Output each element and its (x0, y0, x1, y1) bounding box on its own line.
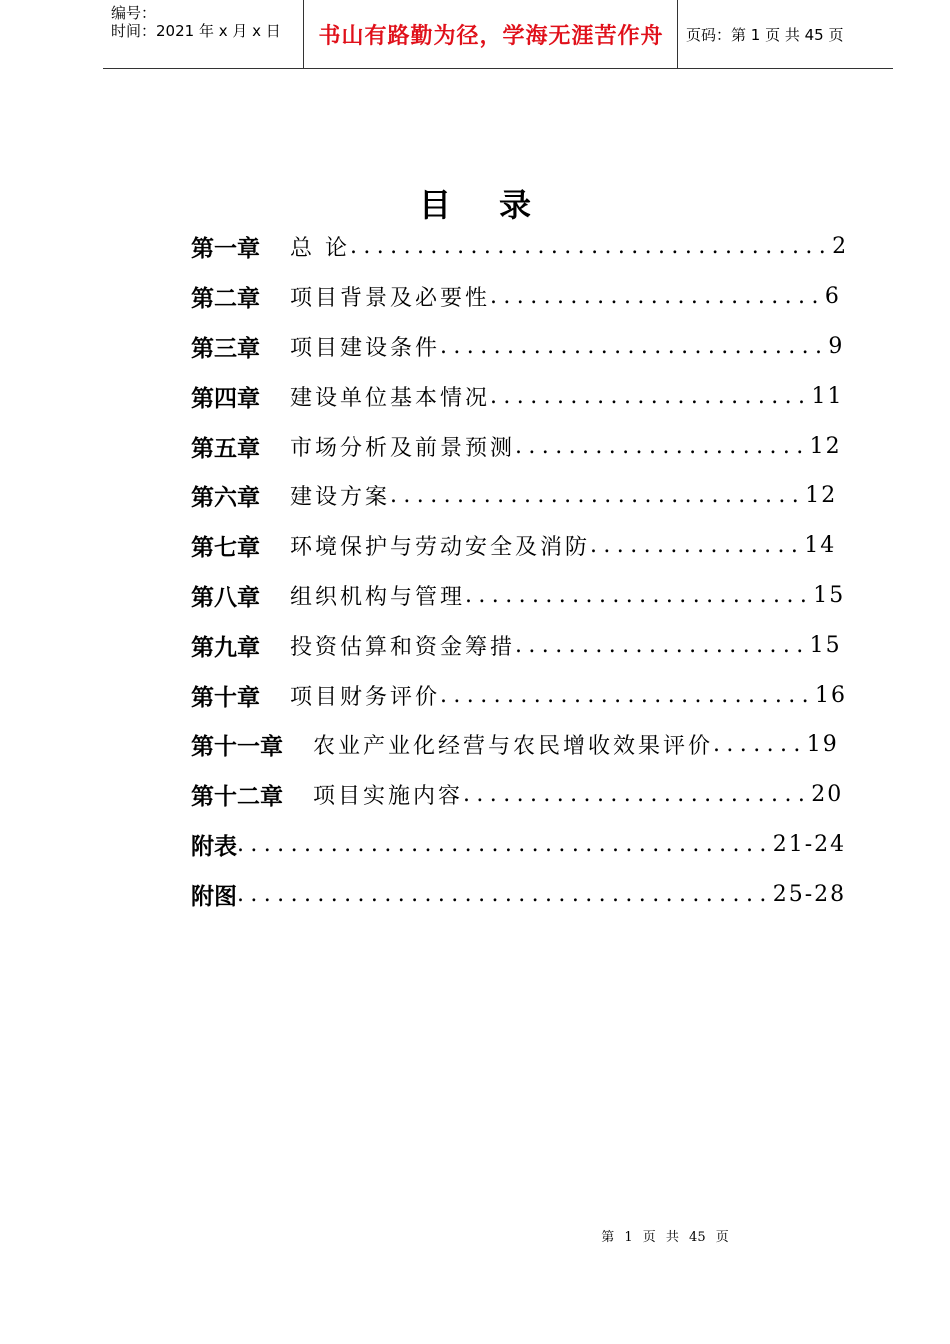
toc-chapter-label: 第六章 (191, 484, 260, 511)
toc-page-number: 16 (815, 682, 848, 708)
toc-entry[interactable] (191, 774, 843, 814)
toc-page-number: 19 (806, 731, 839, 757)
toc-leader-dots: ......................... (490, 283, 825, 309)
toc-page-number: 20 (811, 781, 844, 807)
header-page-info: 页码：第 1 页 共 45 页 (686, 25, 844, 44)
toc-chapter-label: 附图 (191, 883, 237, 910)
toc-page-number: 21-24 (772, 831, 847, 857)
header-divider (303, 0, 304, 68)
toc-topic: 组织机构与管理 (290, 584, 466, 610)
toc-topic: 环境保护与劳动安全及消防 (290, 534, 591, 560)
toc-leader-dots: ...................... (515, 433, 810, 459)
toc-leader-dots: ....... (713, 731, 807, 757)
toc-leader-dots: ........................ (490, 383, 812, 409)
toc-page-number: 2 (832, 233, 849, 259)
toc-entry[interactable] (191, 475, 837, 515)
toc-topic: 市场分析及前景预测 (290, 435, 516, 461)
toc-leader-dots: ...................... (515, 632, 810, 658)
code-label: 编号： (111, 4, 157, 22)
toc-entry[interactable] (191, 724, 839, 764)
toc-chapter-label: 第五章 (191, 435, 260, 462)
toc-entry[interactable] (191, 625, 842, 665)
page-header (103, 0, 893, 69)
header-motto: 书山有路勤为径，学海无涯苦作舟 (318, 23, 664, 49)
toc-leader-dots: ............................ (440, 682, 816, 708)
toc-page-number: 14 (804, 532, 837, 558)
header-meta (103, 0, 303, 68)
toc-leader-dots: ............................... (390, 482, 806, 508)
toc-leader-dots: .......................... (463, 781, 812, 807)
page-footer: 第 1 页 共 45 页 (601, 1230, 729, 1245)
toc-entry[interactable] (191, 326, 844, 366)
toc-chapter-label: 第七章 (191, 534, 260, 561)
page-title: 目录 (418, 186, 579, 224)
toc-topic: 总 论 (290, 235, 350, 261)
toc-chapter-label: 第十二章 (191, 783, 283, 810)
toc-leader-dots: ............................. (440, 333, 829, 359)
toc-leader-dots: ................ (590, 532, 805, 558)
toc-topic: 项目财务评价 (290, 684, 441, 710)
toc-chapter-label: 第十一章 (191, 733, 283, 760)
toc-entry[interactable] (191, 575, 845, 615)
toc-chapter-label: 第二章 (191, 285, 260, 312)
toc-chapter-label: 第三章 (191, 335, 260, 362)
toc-chapter-label: 第四章 (191, 385, 260, 412)
toc-chapter-label: 第一章 (191, 235, 260, 262)
toc-entry[interactable] (191, 675, 847, 715)
toc-chapter-label: 附表 (191, 833, 237, 860)
toc-page-number: 9 (828, 333, 845, 359)
toc-topic: 农业产业化经营与农民增收效果评价 (313, 733, 714, 759)
toc-page-number: 11 (811, 383, 844, 409)
toc-chapter-label: 第八章 (191, 584, 260, 611)
toc-page-number: 15 (809, 632, 842, 658)
toc-topic: 建设方案 (290, 484, 391, 510)
toc-entry[interactable] (191, 376, 843, 416)
toc-leader-dots: ........................................ (237, 831, 773, 857)
toc-entry[interactable] (191, 276, 841, 316)
toc-entry[interactable] (191, 824, 846, 864)
toc-leader-dots: .................................... (350, 233, 833, 259)
toc-entry[interactable] (191, 226, 848, 266)
toc-leader-dots: .......................... (465, 582, 814, 608)
toc-page-number: 6 (824, 283, 841, 309)
toc-topic: 项目实施内容 (313, 783, 464, 809)
toc-topic: 项目建设条件 (290, 335, 441, 361)
toc-chapter-label: 第十章 (191, 684, 260, 711)
toc-page-number: 12 (809, 433, 842, 459)
toc-topic: 建设单位基本情况 (290, 385, 491, 411)
toc-entry[interactable] (191, 525, 836, 565)
toc-chapter-label: 第九章 (191, 634, 260, 661)
toc-page-number: 15 (813, 582, 846, 608)
toc-topic: 投资估算和资金筹措 (290, 634, 516, 660)
header-divider (677, 0, 678, 68)
toc-page-number: 25-28 (772, 881, 847, 907)
toc-page-number: 12 (805, 482, 838, 508)
toc-entry[interactable] (191, 874, 846, 914)
toc-leader-dots: ........................................ (237, 881, 773, 907)
time-label: 时间：2021 年 x 月 x 日 (111, 22, 281, 40)
toc-entry[interactable] (191, 426, 842, 466)
toc-topic: 项目背景及必要性 (290, 285, 491, 311)
